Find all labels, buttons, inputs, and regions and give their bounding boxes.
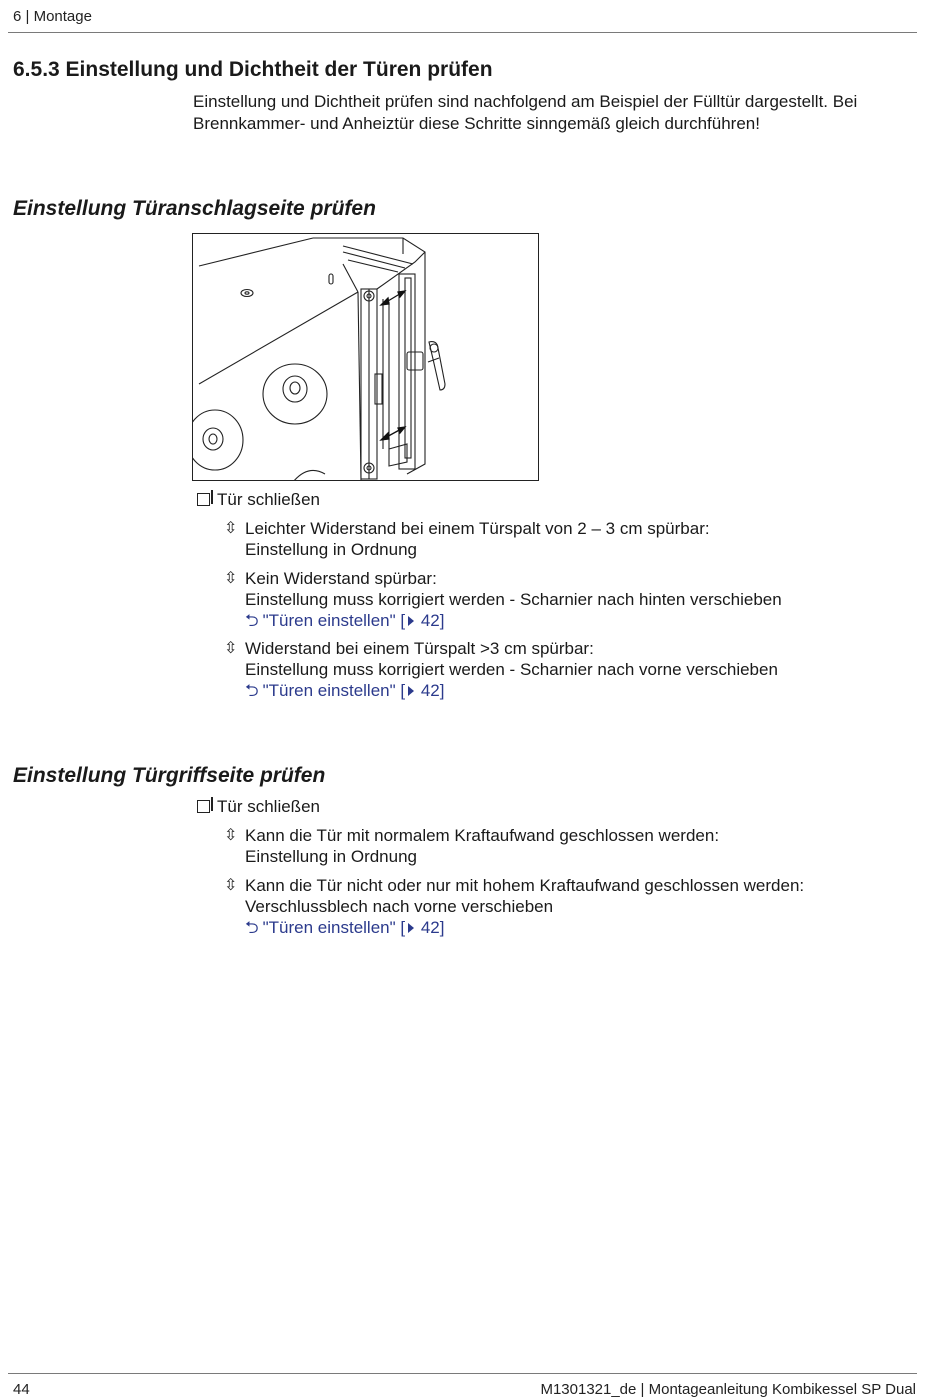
result-line: Einstellung muss korrigiert werden - Scharnier nach hinten verschieben <box>245 590 782 609</box>
page-triangle-icon <box>408 616 414 626</box>
result-item <box>224 638 778 701</box>
result-line: Einstellung muss korrigiert werden - Scharnier nach vorne verschieben <box>245 660 778 679</box>
link-page: 42] <box>420 681 445 700</box>
page-number: 44 <box>13 1381 30 1398</box>
result-line: Einstellung in Ordnung <box>245 847 418 866</box>
page-triangle-icon <box>408 923 414 933</box>
result-line: Kann die Tür nicht oder nur mit hohem Kraftaufwand geschlossen werden: <box>245 876 805 895</box>
document-footer: M1301321_de | Montageanleitung Kombikessel SP Dual <box>540 1381 916 1398</box>
result-line: Leichter Widerstand bei einem Türspalt von 2 – 3 cm spürbar: <box>245 519 710 538</box>
footer-rule <box>8 1373 917 1374</box>
cross-reference-link[interactable] <box>245 917 804 938</box>
result-item <box>224 825 719 867</box>
result-arrow-icon: ⇳ <box>224 827 238 844</box>
link-text: "Türen einstellen" [ <box>262 681 406 700</box>
result-arrow-icon: ⇳ <box>224 877 238 894</box>
result-item <box>224 518 710 560</box>
step-label: Tür schließen <box>217 797 320 816</box>
door-hinge-illustration <box>192 233 539 481</box>
result-item <box>224 568 782 631</box>
result-line: Widerstand bei einem Türspalt >3 cm spürbar: <box>245 639 594 658</box>
step-label: Tür schließen <box>217 490 320 509</box>
arrow-circle-icon: ⮌ <box>245 681 259 700</box>
subheading-hinge-side: Einstellung Türanschlagseite prüfen <box>13 197 376 220</box>
cross-reference-link[interactable] <box>245 610 782 631</box>
result-line: Kann die Tür mit normalem Kraftaufwand geschlossen werden: <box>245 826 720 845</box>
result-arrow-icon: ⇳ <box>224 520 238 537</box>
door-drawing <box>193 234 539 481</box>
intro-line: Einstellung und Dichtheit prüfen sind nachfolgend am Beispiel der Fülltür dargestellt. Bei <box>193 92 858 111</box>
arrow-circle-icon: ⮌ <box>245 918 259 937</box>
link-text: "Türen einstellen" [ <box>262 611 406 630</box>
running-header: 6 | Montage <box>13 8 92 25</box>
result-item <box>224 875 804 938</box>
checkbox-icon <box>197 493 210 506</box>
arrow-circle-icon: ⮌ <box>245 611 259 630</box>
header-rule <box>8 32 917 33</box>
result-arrow-icon: ⇳ <box>224 570 238 587</box>
result-line: Kein Widerstand spürbar: <box>245 569 437 588</box>
page-triangle-icon <box>408 686 414 696</box>
checkbox-icon <box>197 800 210 813</box>
intro-line: Brennkammer- und Anheiztür diese Schritte sinngemäß gleich durchführen! <box>193 114 760 133</box>
link-text: "Türen einstellen" [ <box>262 918 406 937</box>
result-arrow-icon: ⇳ <box>224 640 238 657</box>
link-page: 42] <box>420 611 445 630</box>
subheading-handle-side: Einstellung Türgriffseite prüfen <box>13 764 326 787</box>
result-line: Einstellung in Ordnung <box>245 540 418 559</box>
step-close-door <box>197 797 320 817</box>
intro-paragraph <box>193 91 913 135</box>
link-page: 42] <box>420 918 445 937</box>
section-heading: 6.5.3 Einstellung und Dichtheit der Türen prüfen <box>13 58 493 81</box>
result-line: Verschlussblech nach vorne verschieben <box>245 897 554 916</box>
step-close-door <box>197 490 320 510</box>
cross-reference-link[interactable] <box>245 680 778 701</box>
